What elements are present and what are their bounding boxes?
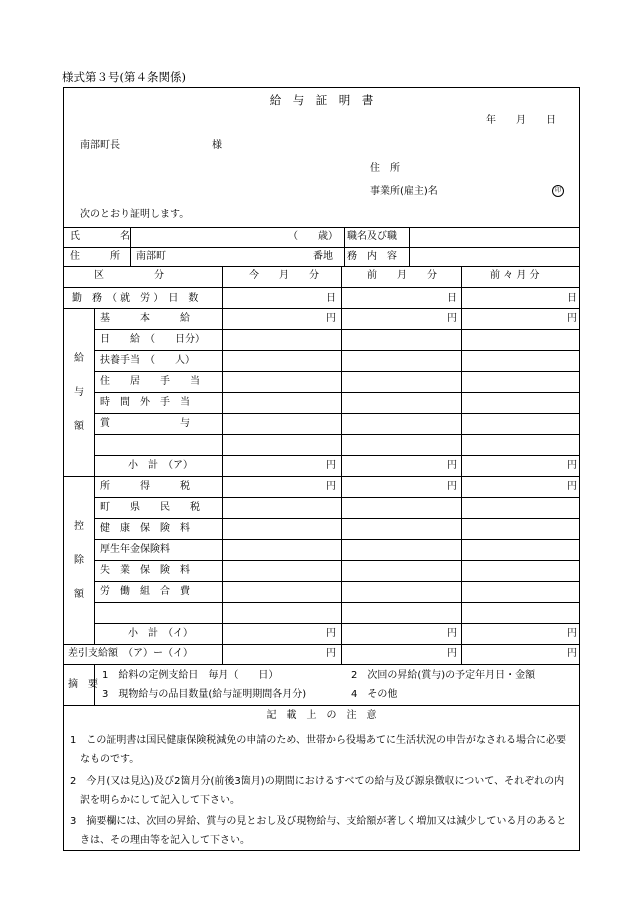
- salary-group-char-1: 給: [74, 353, 84, 364]
- deduction-subtotal-unit-2: 円: [447, 628, 457, 639]
- person-address-label: 住 所: [70, 251, 120, 262]
- deduction-item-union: 労 働 組 合 費: [100, 586, 190, 597]
- salary-item-dependents: 扶養手当 （ 人）: [100, 355, 195, 366]
- deduction-item-resident-tax: 町 県 民 税: [100, 502, 200, 513]
- salary-group-char-2: 与: [74, 387, 84, 398]
- salary-subtotal-unit-2: 円: [447, 460, 457, 471]
- salary-group-char-3: 額: [74, 421, 84, 432]
- deduction-subtotal-label: 小 計 （イ）: [128, 628, 193, 639]
- deduction-tax-unit-2: 円: [447, 481, 457, 492]
- seal-icon: 印: [552, 185, 564, 197]
- salary-item-daily: 日 給 （ 日分）: [100, 334, 205, 345]
- net-pay-unit-3: 円: [567, 648, 577, 659]
- note-3-line-2: きは、その理由等を記入して下さい。: [80, 835, 250, 846]
- name-label: 氏 名: [70, 231, 130, 242]
- form-number-label: 様式第３号(第４条関係): [62, 70, 186, 84]
- town-name: 南部町: [136, 251, 166, 262]
- deduction-tax-unit-1: 円: [326, 481, 336, 492]
- note-3-line-1: 3 摘要欄には、次回の昇給、賞与の見とおし及び現物給与、支給額が著しく増加又は減少している月のあると: [70, 816, 567, 827]
- summary-item-1: 1 給料の定例支給日 毎月（ 日）: [102, 670, 279, 681]
- summary-item-3: 3 現物給与の品目数量(給与証明期間各月分): [102, 689, 307, 700]
- seal-mark: [552, 185, 564, 197]
- work-days-unit-1: 日: [326, 293, 336, 304]
- duty-label: 務 内 容: [347, 251, 397, 262]
- salary-basic-unit-3: 円: [567, 313, 577, 324]
- deduction-item-income-tax: 所 得 税: [100, 481, 190, 492]
- note-2-line-1: 2 今月(又は見込)及び2箇月分(前後3箇月)の期間におけるすべての給与及び源泉徴収について、それぞれの内: [70, 776, 565, 787]
- deduction-group-char-3: 額: [74, 589, 84, 600]
- certificate-form: [63, 87, 580, 851]
- deduction-subtotal-unit-1: 円: [326, 628, 336, 639]
- summary-item-2: 2 次回の昇給(賞与)の予定年月日・金額: [351, 670, 536, 681]
- net-pay-label: 差引支給額 （ア）ー（イ）: [68, 648, 193, 659]
- deduction-item-health-ins: 健 康 保 険 料: [100, 523, 190, 534]
- summary-item-4: 4 その他: [351, 689, 398, 700]
- salary-basic-unit-1: 円: [326, 313, 336, 324]
- salary-basic-unit-2: 円: [447, 313, 457, 324]
- this-month-header: 今 月 分: [249, 270, 319, 281]
- deduction-subtotal-unit-3: 円: [567, 628, 577, 639]
- form-title: 給 与 証 明 書: [269, 93, 374, 107]
- work-days-unit-3: 日: [567, 293, 577, 304]
- deduction-tax-unit-3: 円: [567, 481, 577, 492]
- salary-item-housing: 住 居 手 当: [100, 376, 200, 387]
- salary-subtotal-label: 小 計 （ア）: [128, 460, 193, 471]
- salary-subtotal-unit-1: 円: [326, 460, 336, 471]
- net-pay-unit-1: 円: [326, 648, 336, 659]
- salary-item-bonus: 賞 与: [100, 418, 190, 429]
- note-1-line-1: 1 この証明書は国民健康保険税減免の申請のため、世帯から役場あてに生活状況の申告がなされる場合に必要: [70, 735, 566, 746]
- addressee: 南部町長: [80, 140, 120, 151]
- net-pay-unit-2: 円: [447, 648, 457, 659]
- address-label: 住 所: [370, 163, 400, 174]
- prev-prev-month-header: 前 々 月 分: [490, 270, 540, 281]
- salary-item-overtime: 時 間 外 手 当: [100, 397, 190, 408]
- employer-label: 事業所(雇主)名: [370, 186, 438, 197]
- honorific: 様: [212, 140, 222, 151]
- banchi-label: 番地: [313, 251, 333, 262]
- deduction-item-unemployment: 失 業 保 険 料: [100, 565, 190, 576]
- date-line: 年 月 日: [486, 115, 556, 126]
- deduction-group-char-2: 除: [74, 555, 84, 566]
- salary-item-basic: 基 本 給: [100, 313, 190, 324]
- age-label: （ 歳）: [288, 231, 338, 242]
- prev-month-header: 前 月 分: [367, 270, 437, 281]
- work-days-unit-2: 日: [447, 293, 457, 304]
- deduction-group-char-1: 控: [74, 521, 84, 532]
- note-2-line-2: 訳を明らかにして記入して下さい。: [80, 795, 240, 806]
- note-1-line-2: なものです。: [80, 754, 140, 765]
- notes-title: 記 載 上 の 注 意: [266, 710, 377, 721]
- category-header: 区 分: [94, 270, 164, 281]
- summary-label: 摘 要: [68, 679, 98, 690]
- deduction-item-pension: 厚生年金保険料: [100, 544, 170, 555]
- position-label: 職名及び職: [347, 231, 397, 242]
- work-days-label: 勤 務 （ 就 労 ） 日 数: [72, 293, 199, 304]
- salary-subtotal-unit-3: 円: [567, 460, 577, 471]
- certify-text: 次のとおり証明します。: [80, 209, 190, 220]
